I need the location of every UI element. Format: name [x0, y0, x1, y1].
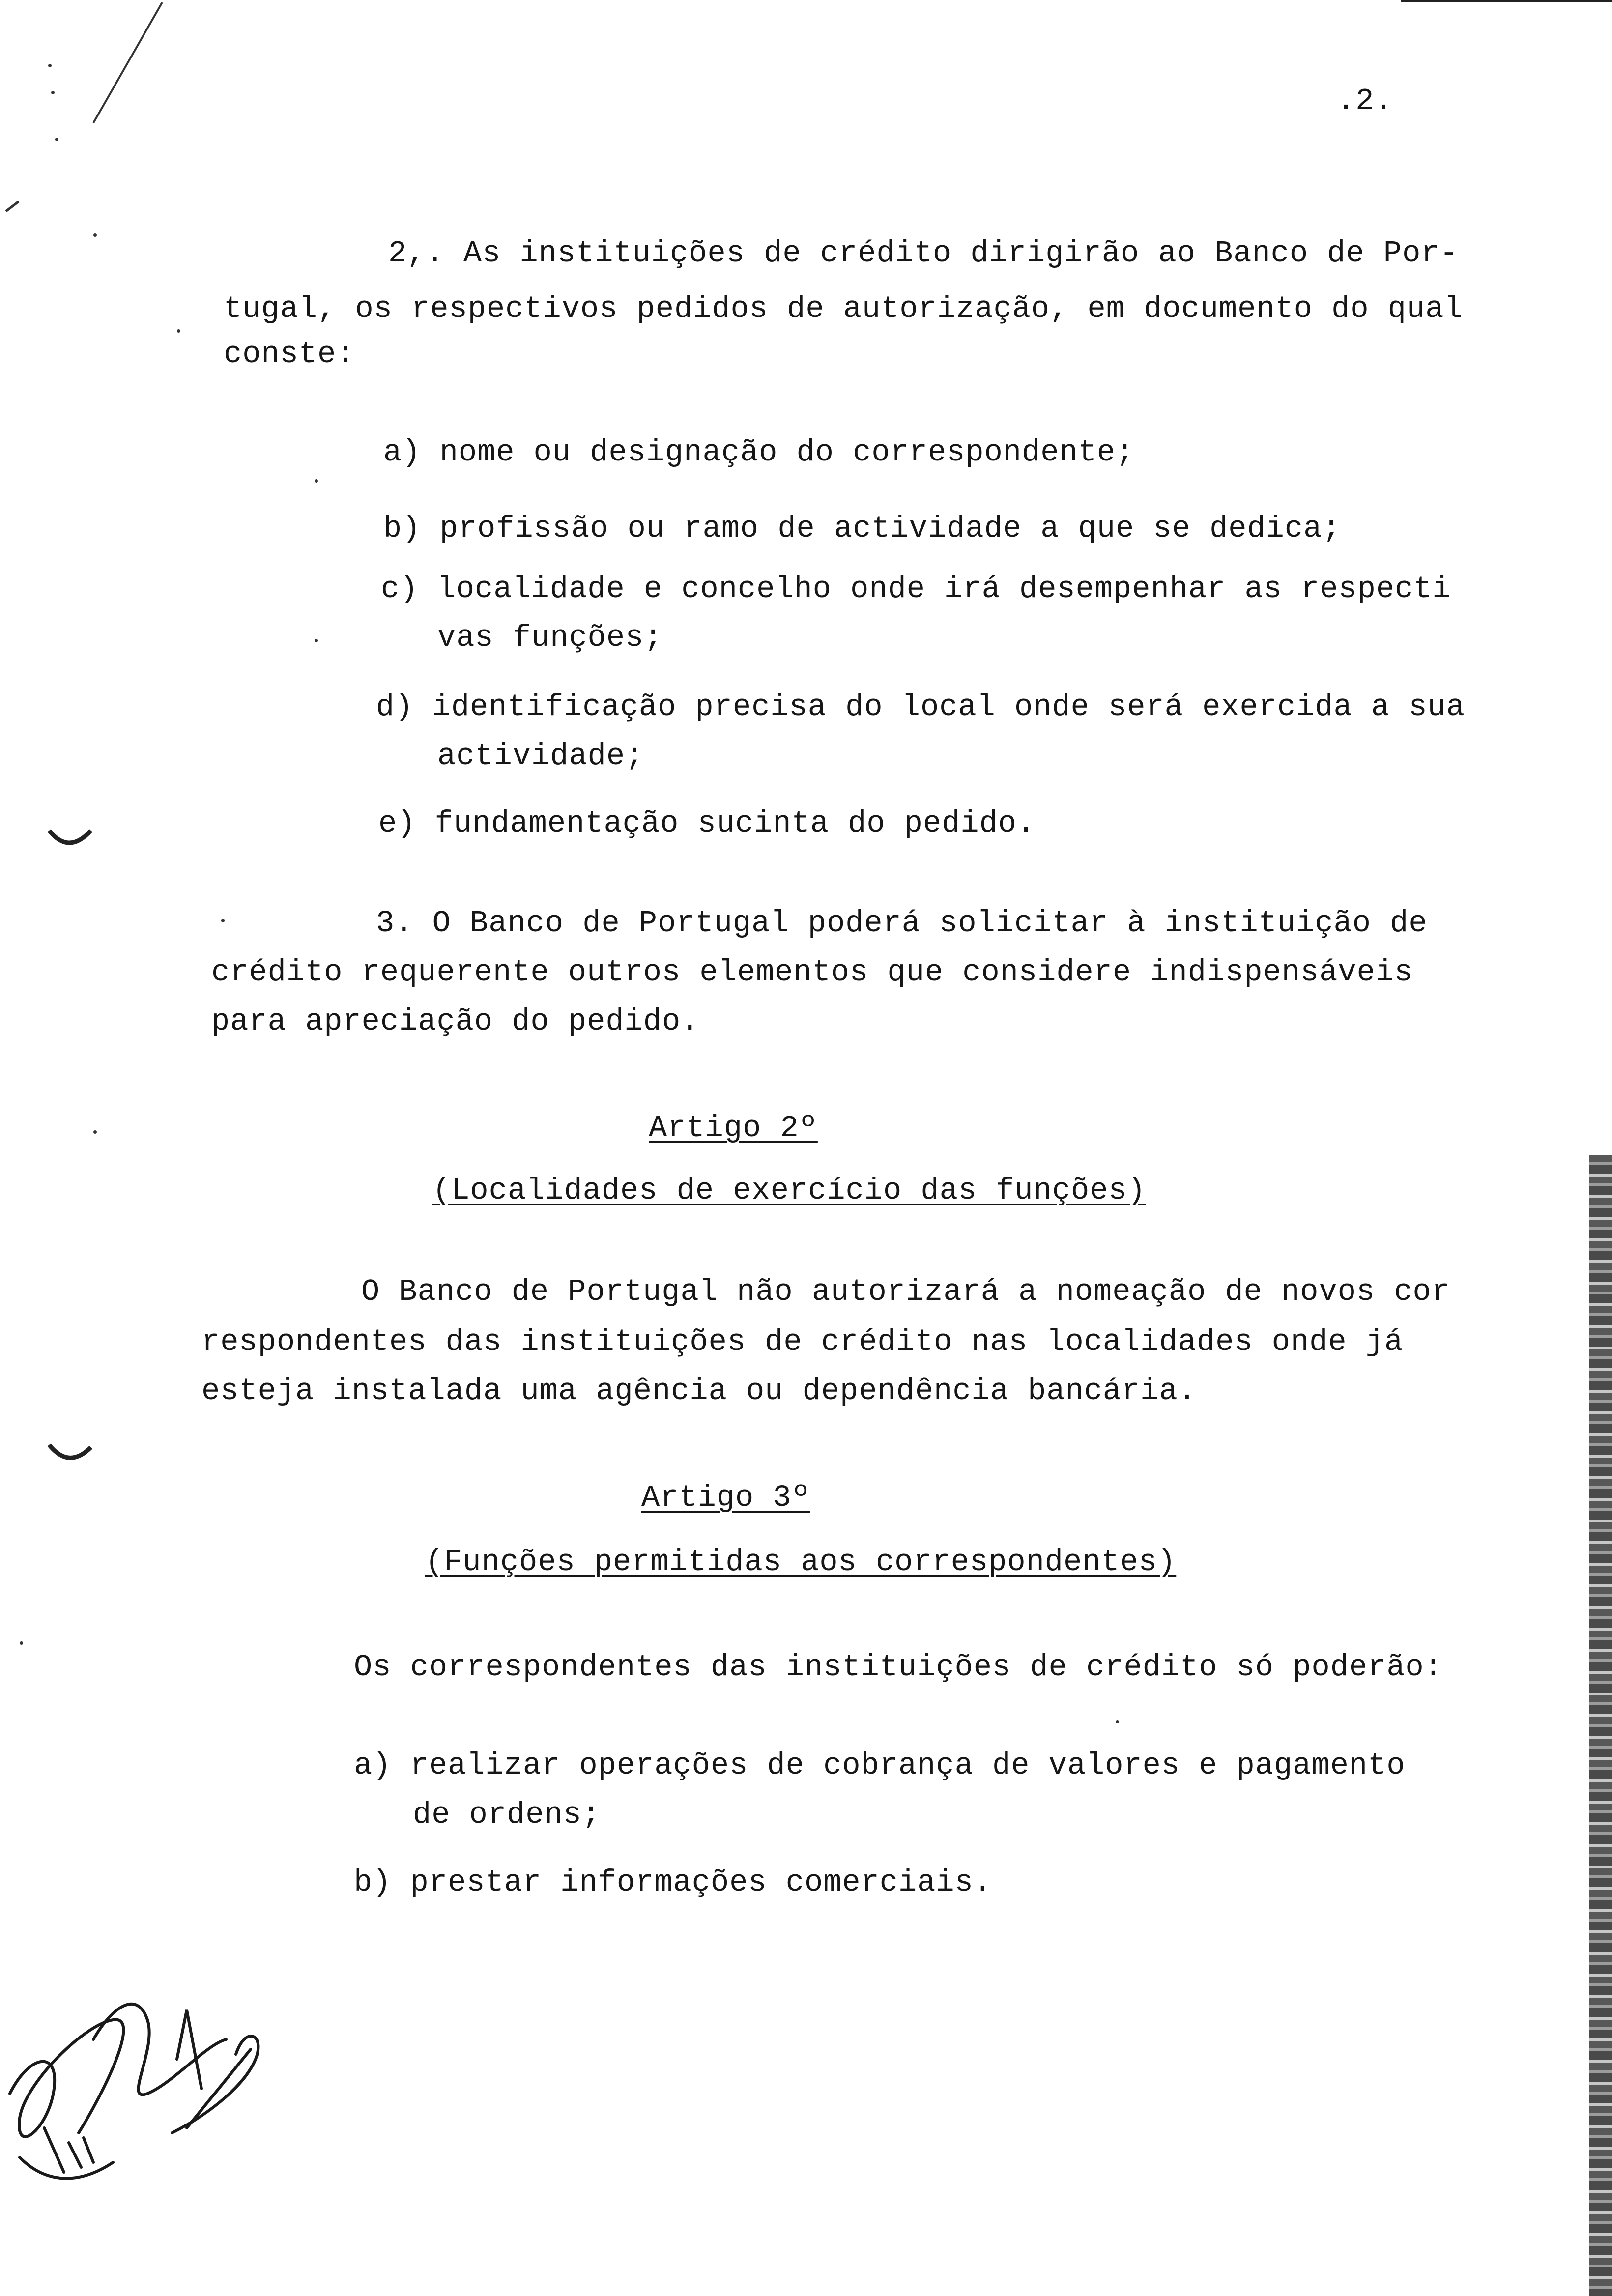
list-item-c: c) localidade e concelho onde irá desempenhar as respecti [381, 572, 1451, 606]
paragraph-2-line-2: tugal, os respectivos pedidos de autorização, em documento do qual [224, 291, 1463, 326]
article-2-subtitle: (Localidades de exercício das funções) [432, 1173, 1146, 1208]
list-item-d: d) identificação precisa do local onde será exercida a sua [376, 689, 1465, 724]
article-3-item-a: a) realizar operações de cobrança de valores e pagamento [354, 1748, 1406, 1783]
paragraph-3-line-1: 3. O Banco de Portugal poderá solicitar à instituição de [376, 906, 1428, 941]
paragraph-3-line-2: crédito requerente outros elementos que considere indispensáveis [211, 955, 1413, 990]
list-item-c-continued: vas funções; [437, 620, 663, 655]
article-3-intro: Os correspondentes das instituições de crédito só poderão: [354, 1650, 1443, 1685]
article-2-line-1: O Banco de Portugal não autorizará a nomeação de novos cor [361, 1274, 1450, 1309]
article-3-title: Artigo 3º [641, 1480, 810, 1515]
list-item-e: e) fundamentação sucinta do pedido. [378, 806, 1036, 841]
article-2-title: Artigo 2º [649, 1111, 818, 1146]
article-3-item-a-continued: de ordens; [413, 1797, 601, 1832]
paragraph-2-line-1: 2,. As instituições de crédito dirigirão ao Banco de Por- [388, 236, 1459, 271]
list-item-d-continued: actividade; [437, 739, 644, 774]
paragraph-2-line-3: conste: [224, 337, 355, 372]
article-2-line-2: respondentes das instituições de crédito nas localidades onde já [202, 1324, 1404, 1359]
article-2-line-3: esteja instalada uma agência ou dependência bancária. [202, 1374, 1197, 1408]
list-item-b: b) profissão ou ramo de actividade a que se dedica; [383, 511, 1341, 546]
article-3-subtitle: (Funções permitidas aos correspondentes) [425, 1545, 1177, 1579]
article-3-item-b: b) prestar informações comerciais. [354, 1865, 993, 1900]
page-number: .2. [1337, 84, 1393, 118]
paragraph-3-line-3: para apreciação do pedido. [211, 1004, 700, 1039]
list-item-a: a) nome ou designação do correspondente; [383, 435, 1135, 470]
